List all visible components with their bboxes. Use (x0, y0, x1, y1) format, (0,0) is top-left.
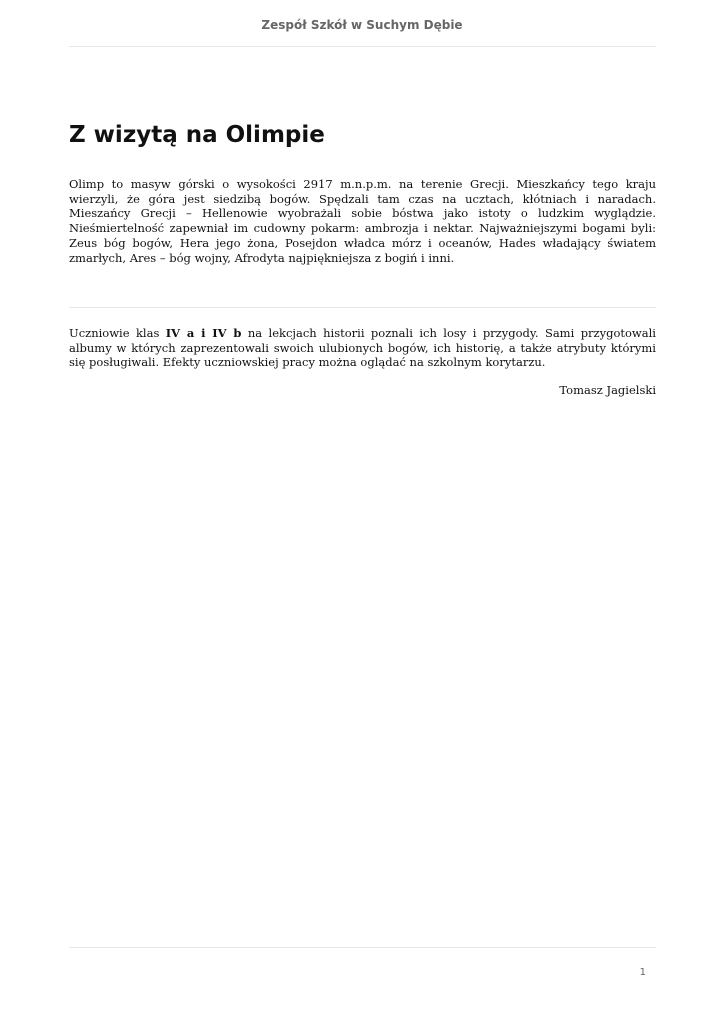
page-number: 1 (639, 967, 646, 978)
page-header: Zespół Szkół w Suchym Dębie (261, 18, 463, 32)
header-divider (69, 46, 656, 47)
article-paragraph-classes (69, 326, 656, 370)
article-title: Z wizytą na Olimpie (69, 122, 325, 148)
article-paragraph-intro: Olimp to masyw górski o wysokości 2917 m.n.p.m. na terenie Grecji. Mieszkańcy tego kraju wierzyli, że góra jest siedzibą bogów. Spędzali tam czas na ucztach, kłótniach i naradach. Mieszańcy Grecji – Hellenowie wyobrażali sobie bóstwa jako istoty o ludzkim wyglądzie. Nieśmiertelność zapewniał im cudowny pokarm: ambrozja i nektar. Najważniejszymi bogami byli: Zeus bóg bogów, Hera jego żona, Posejdon władca mórz i oceanów, Hades władający światem zmarłych, Ares – bóg wojny, Afrodyta najpiękniejsza z bogiń i inni. (69, 177, 656, 265)
section-divider (69, 307, 656, 308)
class-names-bold: IV a i IV b (165, 326, 242, 340)
paragraph-text-end: na lekcjach historii poznali ich losy i przygody. Sami przygotowali albumy w których zaprezentowali swoich ulubionych bogów, ich historię, a także atrybuty którymi się posługiwali. Efekty uczniowskiej pracy można oglądać na szkolnym korytarzu. (69, 326, 656, 370)
paragraph-text-start: Uczniowie klas (69, 326, 166, 340)
footer-divider (69, 947, 656, 948)
author-signature: Tomasz Jagielski (559, 383, 656, 397)
